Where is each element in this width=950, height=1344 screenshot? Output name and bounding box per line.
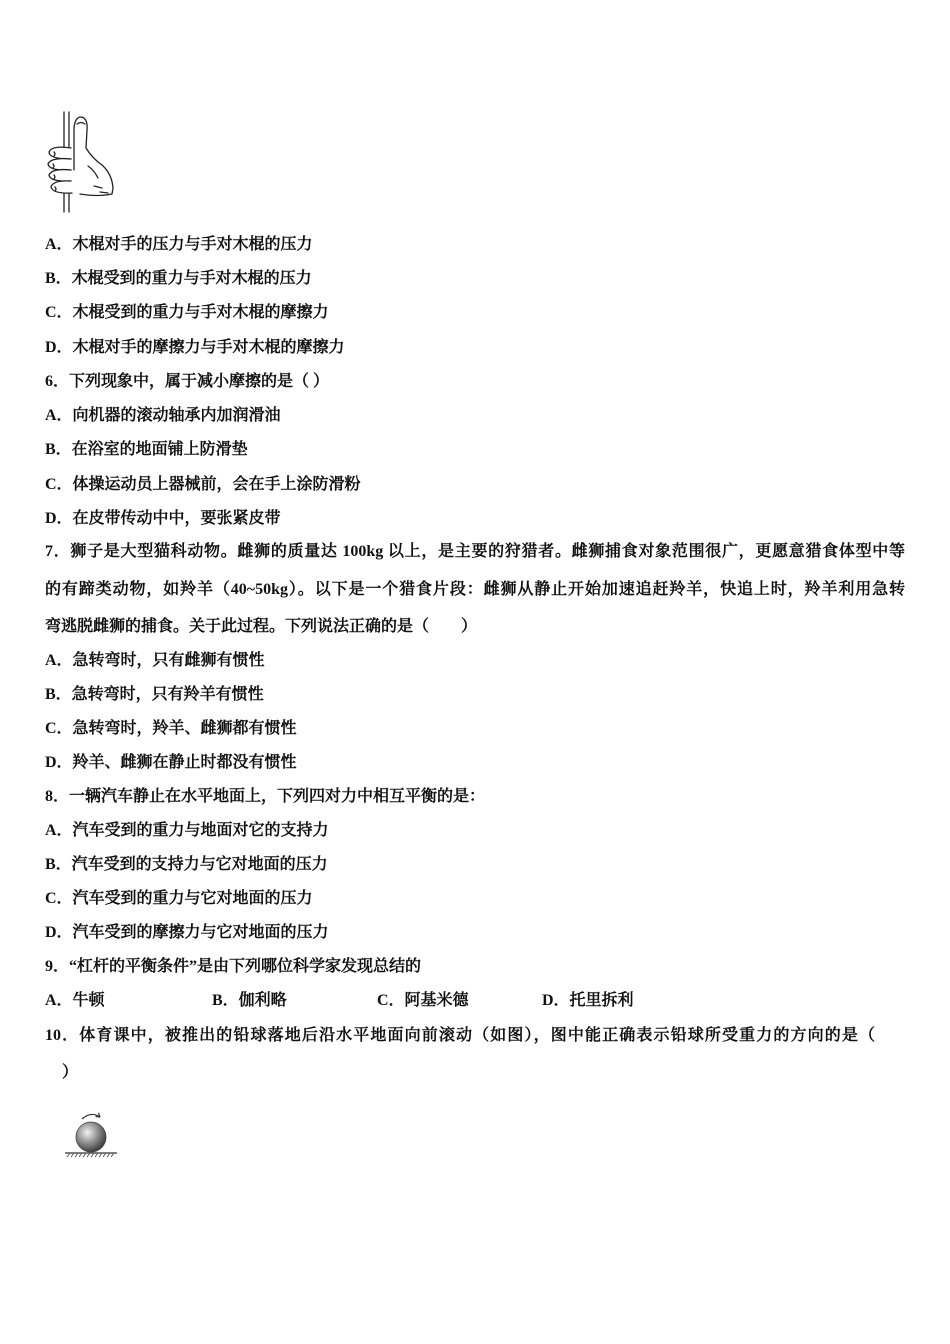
q5-option-c: C．木棍受到的重力与手对木棍的摩擦力: [45, 304, 329, 321]
q8-option-c: C．汽车受到的重力与它对地面的压力: [45, 890, 313, 907]
q9-stem: 9．“杠杆的平衡条件”是由下列哪位科学家发现总结的: [45, 958, 422, 975]
hand-gripping-stick-figure: [40, 108, 125, 218]
q8-stem: 8．一辆汽车静止在水平地面上，下列四对力中相互平衡的是：: [45, 788, 486, 805]
q10-stem-line-2: ）: [62, 1064, 79, 1081]
q7-option-b: B．急转弯时，只有羚羊有惯性: [45, 686, 264, 703]
q9-option-c: C．阿基米德: [377, 992, 469, 1009]
q9-option-b: B．伽利略: [212, 992, 287, 1009]
rolling-ball-figure: [60, 1105, 122, 1165]
q8-option-b: B．汽车受到的支持力与它对地面的压力: [45, 856, 328, 873]
ball-shape: [76, 1122, 106, 1152]
q7-option-c: C．急转弯时，羚羊、雌狮都有惯性: [45, 720, 297, 737]
q6-option-c: C．体操运动员上器械前，会在手上涂防滑粉: [45, 476, 361, 493]
q7-stem-line-2: 的有蹄类动物，如羚羊（40~50kg）。以下是一个猎食片段：雌狮从静止开始加速追赶羚羊，快追上时，羚羊利用急转: [45, 581, 905, 598]
q6-option-b: B．在浴室的地面铺上防滑垫: [45, 441, 248, 458]
q7-option-d: D．羚羊、雌狮在静止时都没有惯性: [45, 754, 297, 771]
q9-option-a: A．牛顿: [45, 992, 105, 1009]
q7-stem-line-1: 7．狮子是大型猫科动物。雌狮的质量达 100kg 以上，是主要的狩猎者。雌狮捕食对象范围很广，更愿意猎食体型中等: [45, 543, 905, 560]
q5-option-b: B．木棍受到的重力与手对木棍的压力: [45, 270, 312, 287]
q7-option-a: A．急转弯时，只有雌狮有惯性: [45, 652, 265, 669]
q6-option-d: D．在皮带传动中中，要张紧皮带: [45, 510, 281, 527]
q5-option-d: D．木棍对手的摩擦力与手对木棍的摩擦力: [45, 339, 345, 356]
q8-option-d: D．汽车受到的摩擦力与它对地面的压力: [45, 924, 329, 941]
q8-option-a: A．汽车受到的重力与地面对它的支持力: [45, 822, 329, 839]
q5-option-a: A．木棍对手的压力与手对木棍的压力: [45, 236, 313, 253]
q10-stem-line-1: 10．体育课中，被推出的铅球落地后沿水平地面向前滚动（如图），图中能正确表示铅球所受重力的方向的是（: [45, 1027, 875, 1044]
q9-option-d: D．托里拆利: [542, 992, 634, 1009]
q6-stem: 6．下列现象中，属于减小摩擦的是（ ）: [45, 373, 330, 390]
q6-option-a: A．向机器的滚动轴承内加润滑油: [45, 407, 281, 424]
q7-stem-line-3: 弯逃脱雌狮的捕食。关于此过程。下列说法正确的是（ ）: [45, 618, 478, 635]
